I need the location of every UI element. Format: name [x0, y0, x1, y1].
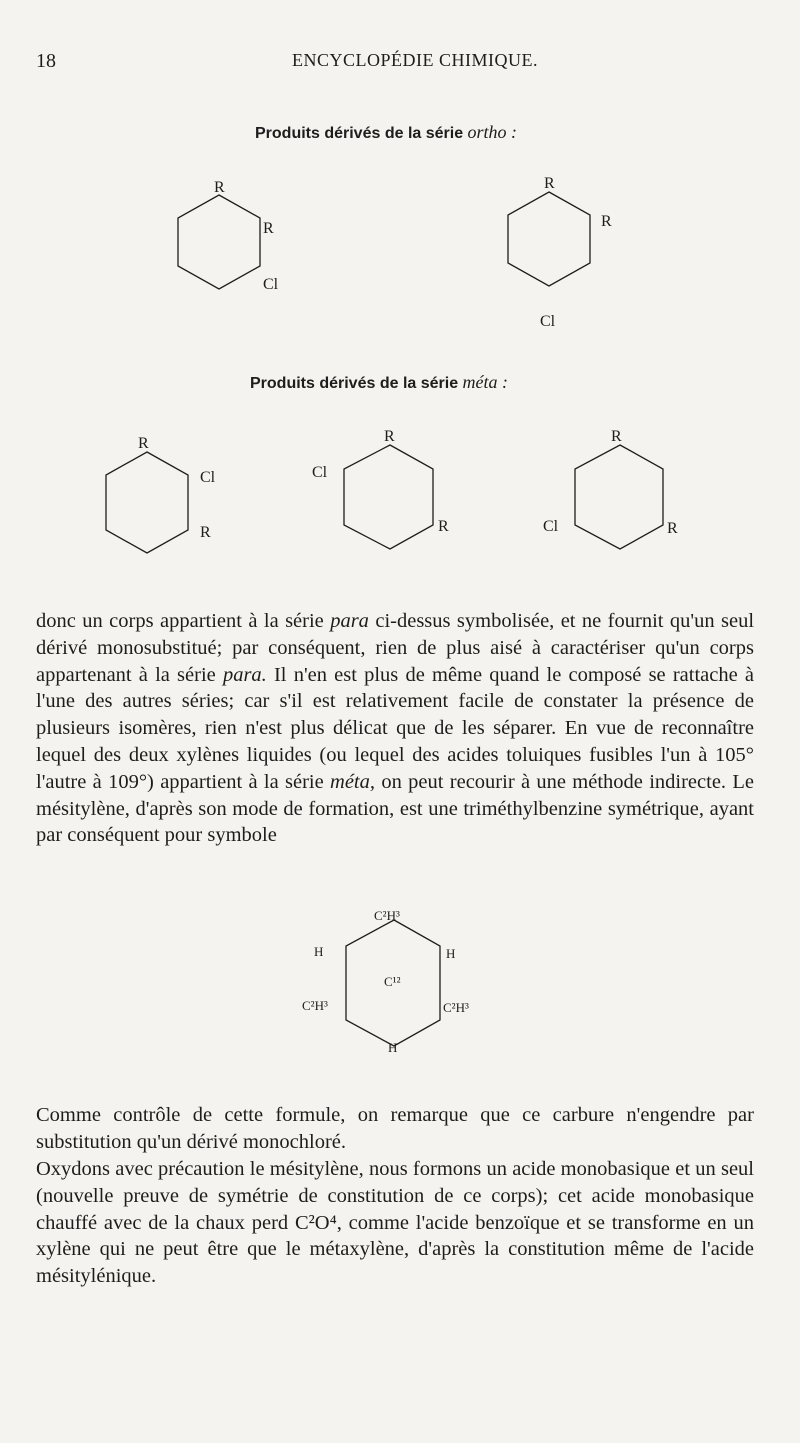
substituent-label: Cl [543, 518, 559, 535]
italic-term: para [330, 610, 369, 632]
meta-series-name: méta : [462, 372, 509, 392]
benzene-ring [178, 195, 260, 289]
substituent-label: R [138, 435, 149, 452]
paragraph [36, 608, 754, 849]
substituent-label: R [438, 518, 449, 535]
text-run: ci-dessus symbolisée, et ne fournit qu'un seul dérivé monosubstitué; par conséquent, rien de plus aisé à caractériser qu'un corps appartenant à la série [36, 610, 755, 686]
text-run: Il n'en est plus de même quand le composé se rattache à l'une des autres séries; car s'il est relativement facile de constater la présence de plusieurs isomères, rien n'est plus délicat que de les séparer. En vue de reconnaître lequel des deux xylènes liquides (ou lequel des acides toluiques fusibles l'un à 105° l'autre à 109°) appartient à la série [36, 663, 754, 793]
substituent-label: Cl [200, 469, 216, 486]
ortho-structure-1 [160, 175, 300, 325]
formula-label: C²H³ [443, 1000, 469, 1015]
substituent-label: Cl [263, 276, 279, 293]
substituent-label: R [601, 213, 612, 230]
substituent-label: R [544, 175, 555, 192]
ortho-structure-2 [490, 170, 630, 330]
italic-term: méta, [330, 770, 376, 793]
ortho-heading-text: Produits dérivés de la série [255, 125, 464, 142]
substituent-label: R [214, 179, 225, 196]
substituent-label: R [611, 428, 622, 445]
text-run: on peut recourir à une méthode indirecte. Le mésitylène, d'après son mode de formation, est une triméthylbenzine symétrique, ayant par conséquent pour symbole [36, 770, 754, 847]
formula-label: H [446, 946, 456, 961]
paragraph: Oxydons avec précaution le mésitylène, nous formons un acide monobasique et un seul (nouvelle preuve de symétrie de constitution de ce corps); cet acide monobasique chauffé avec de la chaux perd C²O⁴, comme l'acide benzoïque et se transforme en un xylène qui ne peut être que le métaxylène, d'après la constitution même de l'acide mésitylénique. [36, 1158, 754, 1288]
ortho-heading [255, 122, 517, 143]
formula-label: H [314, 944, 324, 959]
substituent-label: Cl [312, 464, 328, 481]
meta-heading [250, 372, 508, 393]
page-number: 18 [36, 50, 56, 72]
running-head [0, 50, 800, 80]
formula-label: C¹² [384, 974, 401, 989]
substituent-label: R [384, 428, 395, 445]
ortho-series-name: ortho : [467, 122, 518, 142]
substituent-label: R [667, 520, 678, 537]
substituent-label: R [263, 220, 274, 237]
benzene-ring [575, 445, 663, 549]
benzene-ring [508, 192, 590, 286]
meta-structure-2 [310, 425, 470, 585]
benzene-ring [106, 452, 188, 553]
running-title: ENCYCLOPÉDIE CHIMIQUE. [292, 50, 538, 70]
mesitylene-structure [290, 900, 520, 1065]
formula-label: H [388, 1040, 398, 1055]
italic-term: para. [222, 663, 267, 686]
paragraph: Comme contrôle de cette formule, on remarque que ce carbure n'engendre par substitution qu'un dérivé monochloré. [36, 1104, 754, 1153]
meta-structure-1 [90, 430, 240, 590]
meta-heading-text: Produits dérivés de la série [250, 375, 459, 392]
benzene-ring [344, 445, 433, 549]
formula-label: C²H³ [302, 998, 328, 1013]
substituent-label: R [200, 524, 211, 541]
text-run: donc un corps appartient à la série [36, 610, 324, 632]
meta-structure-3 [535, 425, 695, 585]
substituent-label: Cl [540, 313, 556, 330]
formula-label: C²H³ [374, 908, 400, 923]
